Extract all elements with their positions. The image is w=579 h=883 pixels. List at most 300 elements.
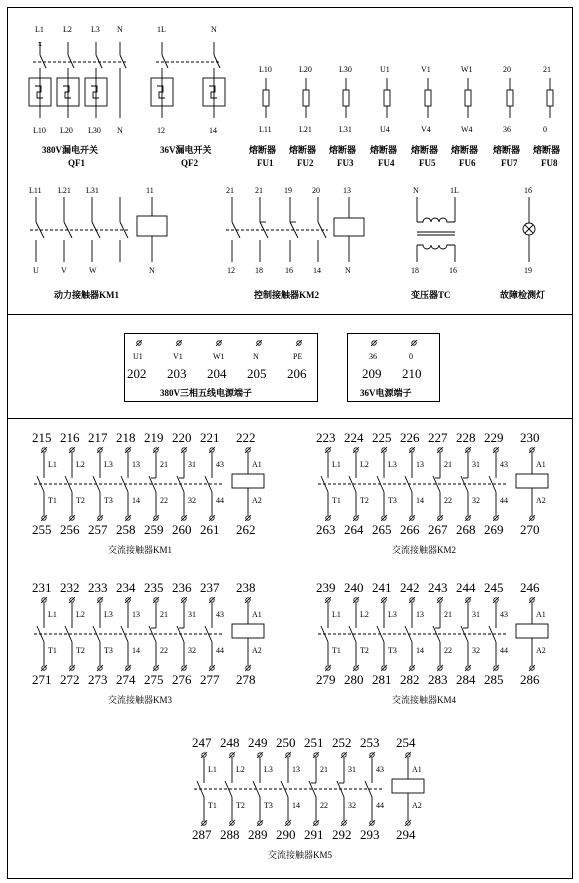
fuse-label: 熔断器 (533, 145, 561, 155)
terminal-number-bottom: 261 (200, 522, 220, 537)
terminal-screw-icon (181, 597, 187, 603)
terminal-number-top: 215 (32, 430, 52, 445)
terminal-number-top: 242 (400, 580, 420, 595)
terminal-screw-icon (529, 597, 535, 603)
contact-label-bottom: 14 (416, 496, 424, 505)
terminal-screw-icon (313, 820, 319, 826)
coil-label-bottom: A2 (536, 496, 546, 505)
terminal-number-bottom: 283 (428, 672, 448, 687)
terminal-block-36v-label: 36V电源端子 (360, 388, 412, 398)
terminal-number-top: 233 (88, 580, 108, 595)
terminal-number-bottom: 265 (372, 522, 392, 537)
qf2-bot-1: 12 (157, 126, 165, 135)
terminal-number-top: 237 (200, 580, 220, 595)
terminal-number-bottom: 274 (116, 672, 136, 687)
terminal-screw-icon (353, 447, 359, 453)
terminal-number-bottom: 288 (220, 827, 240, 842)
contact-label-top: 43 (216, 610, 224, 619)
terminal-number-bottom: 268 (456, 522, 476, 537)
km2-top-2: 21 (255, 186, 263, 195)
terminal-number-bottom: 292 (332, 827, 352, 842)
terminal-block-380v-contents (127, 340, 307, 381)
coil-label-bottom: A2 (536, 646, 546, 655)
terminal-screw-icon (97, 597, 103, 603)
terminal-number-bottom: 275 (144, 672, 164, 687)
fuse-id: FU1 (257, 158, 274, 168)
ac-contactor-km5 (192, 735, 424, 860)
fuse-label: 熔断器 (249, 145, 277, 155)
terminal-number-bottom: 293 (360, 827, 380, 842)
coil (392, 779, 424, 793)
terminal-screw-icon (353, 597, 359, 603)
terminal-screw-icon (209, 597, 215, 603)
terminal-screw-icon (201, 820, 207, 826)
contact-label-top: L1 (208, 765, 217, 774)
contact-label-top: L1 (48, 460, 57, 469)
contact-label-bottom: T3 (388, 496, 397, 505)
terminal-screw-icon (465, 515, 471, 521)
terminal-number-top: 222 (236, 430, 256, 445)
contact-label-top: L3 (104, 610, 113, 619)
contact-label-top: 31 (348, 765, 356, 774)
fuse-bottom-label: 36 (503, 125, 511, 134)
contact-label-bottom: 44 (376, 801, 384, 810)
fuse-fu4 (369, 65, 397, 168)
terminal-number-bottom: 260 (172, 522, 192, 537)
coil-label-top: A1 (536, 610, 546, 619)
terminal-screw-icon (125, 665, 131, 671)
terminal-number-top: 254 (396, 735, 416, 750)
svg-text:x: x (38, 39, 42, 48)
contact-label-top: L3 (388, 460, 397, 469)
terminal-screw-icon (97, 515, 103, 521)
terminal-screw-icon (41, 447, 47, 453)
km1-top-4: 11 (146, 186, 154, 195)
terminal-number-top: 241 (372, 580, 392, 595)
terminal-screw-icon (41, 597, 47, 603)
terminal-label: 36 (369, 352, 377, 361)
terminal-block-36v-contents (362, 340, 422, 381)
terminal-screw-icon (437, 665, 443, 671)
terminal-screw-icon (69, 597, 75, 603)
contactor-label: 交流接触器KM2 (392, 545, 457, 555)
contact-label-bottom: 22 (320, 801, 328, 810)
terminal-screw-icon (229, 752, 235, 758)
terminal-screw-icon (369, 820, 375, 826)
terminal-screw-icon (381, 597, 387, 603)
ac-contactor-km3 (32, 580, 264, 705)
fuse-group (248, 65, 560, 168)
terminal-number-bottom: 278 (236, 672, 256, 687)
terminal-screw-icon (136, 340, 142, 346)
coil-label-bottom: A2 (412, 801, 422, 810)
terminal-number-bottom: 282 (400, 672, 420, 687)
terminal-number-bottom: 267 (428, 522, 448, 537)
contact-label-bottom: 14 (416, 646, 424, 655)
contact-label-bottom: T1 (332, 646, 341, 655)
contact-label-top: 43 (500, 460, 508, 469)
terminal-number-bottom: 258 (116, 522, 136, 537)
terminal-screw-icon (209, 665, 215, 671)
terminal-number-bottom: 294 (396, 827, 416, 842)
contact-label-top: L2 (360, 460, 369, 469)
contact-label-top: 43 (376, 765, 384, 774)
contact-label-bottom: 22 (160, 496, 168, 505)
terminal-screw-icon (41, 515, 47, 521)
terminal-number-top: 219 (144, 430, 164, 445)
fuse-id: FU4 (378, 158, 395, 168)
coil (232, 624, 264, 638)
ac-contactor-km2 (316, 430, 548, 555)
terminal-number-top: 231 (32, 580, 52, 595)
terminal-number: 205 (247, 366, 267, 381)
km2-top-4: 20 (312, 186, 320, 195)
terminal-number-top: 234 (116, 580, 136, 595)
contact-label-bottom: 22 (444, 646, 452, 655)
fuse-bottom-label: L11 (259, 125, 272, 134)
terminal-number: 206 (287, 366, 307, 381)
contact-label-top: 13 (292, 765, 300, 774)
qf1-labels (33, 25, 123, 168)
km1-bot-4: N (149, 266, 155, 275)
terminal-screw-icon (353, 515, 359, 521)
qf2-labels (157, 25, 217, 168)
km1-bot-3: W (89, 266, 97, 275)
terminal-number-bottom: 286 (520, 672, 540, 687)
terminal-number-bottom: 264 (344, 522, 364, 537)
terminal-number-top: 225 (372, 430, 392, 445)
qf1-top-1: L1 (35, 25, 44, 34)
qf1-id: QF1 (68, 158, 85, 168)
terminal-number: 204 (207, 366, 227, 381)
terminal-number-bottom: 279 (316, 672, 336, 687)
km1-top-1: L11 (29, 186, 42, 195)
terminal-screw-icon (153, 447, 159, 453)
coil-label-top: A1 (252, 460, 262, 469)
terminal-screw-icon (181, 515, 187, 521)
qf1-top-4: N (117, 25, 123, 34)
terminal-number-top: 244 (456, 580, 476, 595)
terminal-screw-icon (245, 515, 251, 521)
terminal-number-top: 218 (116, 430, 136, 445)
lamp-top: 16 (524, 186, 532, 195)
terminal-number-top: 236 (172, 580, 192, 595)
fuse-id: FU8 (541, 158, 558, 168)
terminal-label: W1 (213, 352, 225, 361)
terminal-number-bottom: 255 (32, 522, 52, 537)
terminal-number-top: 221 (200, 430, 220, 445)
fuse-label: 熔断器 (289, 145, 317, 155)
contact-label-bottom: 14 (292, 801, 300, 810)
contact-label-top: 13 (132, 610, 140, 619)
terminal-screw-icon (176, 340, 182, 346)
contactor-label: 交流接触器KM5 (268, 850, 333, 860)
tc-labels (411, 186, 459, 300)
km2-label: 控制接触器KM2 (254, 290, 319, 300)
fuse-top-label: U1 (380, 65, 390, 74)
contact-label-bottom: 32 (348, 801, 356, 810)
terminal-number-bottom: 266 (400, 522, 420, 537)
lamp-bottom: 19 (524, 266, 532, 275)
coil-label-bottom: A2 (252, 646, 262, 655)
contact-label-top: L2 (76, 460, 85, 469)
coil-label-top: A1 (252, 610, 262, 619)
km1-bot-1: U (33, 266, 39, 275)
coil (516, 624, 548, 638)
contact-label-bottom: 22 (444, 496, 452, 505)
contact-label-bottom: 44 (216, 496, 224, 505)
terminal-screw-icon (69, 665, 75, 671)
terminal-number-top: 217 (88, 430, 108, 445)
km2-top-5: 13 (343, 186, 351, 195)
contact-label-bottom: T2 (76, 496, 85, 505)
terminal-screw-icon (493, 447, 499, 453)
terminal-screw-icon (437, 597, 443, 603)
contact-label-bottom: T2 (360, 646, 369, 655)
terminal-number-top: 220 (172, 430, 192, 445)
contactor-label: 交流接触器KM4 (392, 695, 457, 705)
terminal-screw-icon (409, 515, 415, 521)
terminal-screw-icon (313, 752, 319, 758)
terminal-screw-icon (209, 515, 215, 521)
contact-label-bottom: 14 (132, 496, 140, 505)
terminal-screw-icon (405, 820, 411, 826)
contact-label-bottom: T1 (332, 496, 341, 505)
contact-label-bottom: 32 (188, 646, 196, 655)
terminal-screw-icon (229, 820, 235, 826)
fuse-label: 熔断器 (493, 145, 521, 155)
coil (232, 474, 264, 488)
terminal-screw-icon (245, 665, 251, 671)
km1-power-contactor (30, 197, 167, 262)
fuse-fu2 (288, 65, 316, 168)
terminal-number-top: 243 (428, 580, 448, 595)
contact-label-bottom: 14 (132, 646, 140, 655)
fuse-top-label: L10 (259, 65, 272, 74)
terminal-number-top: 240 (344, 580, 364, 595)
terminal-number-bottom: 262 (236, 522, 256, 537)
terminal-screw-icon (381, 515, 387, 521)
contact-label-top: 21 (444, 460, 452, 469)
terminal-number-top: 238 (236, 580, 256, 595)
terminal-number-top: 245 (484, 580, 504, 595)
fuse-top-label: 21 (543, 65, 551, 74)
contactor-label: 交流接触器KM3 (108, 695, 173, 705)
qf2-label: 36V漏电开关 (160, 145, 212, 155)
contact-label-bottom: T2 (236, 801, 245, 810)
terminal-number-top: 248 (220, 735, 240, 750)
terminal-label: 0 (409, 352, 413, 361)
contact-label-bottom: T3 (104, 496, 113, 505)
terminal-screw-icon (437, 447, 443, 453)
terminal-number-top: 250 (276, 735, 296, 750)
contact-label-bottom: T3 (104, 646, 113, 655)
contact-label-bottom: T1 (48, 646, 57, 655)
terminal-number: 202 (127, 366, 147, 381)
terminal-screw-icon (341, 820, 347, 826)
terminal-screw-icon (69, 515, 75, 521)
fuse-bottom-label: 0 (543, 125, 547, 134)
terminal-screw-icon (409, 447, 415, 453)
terminal-number-bottom: 287 (192, 827, 212, 842)
contact-label-top: 31 (472, 610, 480, 619)
coil-label-top: A1 (536, 460, 546, 469)
terminal-number-top: 228 (456, 430, 476, 445)
terminal-number-top: 230 (520, 430, 540, 445)
fuse-fu8 (532, 65, 560, 168)
qf1-top-2: L2 (63, 25, 72, 34)
contact-label-top: L3 (388, 610, 397, 619)
contact-label-bottom: T3 (264, 801, 273, 810)
terminal-number-bottom: 285 (484, 672, 504, 687)
terminal-number: 210 (402, 366, 422, 381)
contact-label-top: 31 (188, 460, 196, 469)
contact-label-top: 13 (416, 610, 424, 619)
terminal-number-top: 239 (316, 580, 336, 595)
contact-label-top: L1 (48, 610, 57, 619)
km1-bot-2: V (61, 266, 67, 275)
km1-top-3: L31 (86, 186, 99, 195)
lamp-label: 故障检测灯 (500, 290, 546, 300)
terminal-screw-icon (181, 665, 187, 671)
contact-label-top: 21 (160, 610, 168, 619)
contact-label-bottom: 44 (216, 646, 224, 655)
terminal-number-bottom: 280 (344, 672, 364, 687)
terminal-number-top: 235 (144, 580, 164, 595)
contact-label-top: 43 (216, 460, 224, 469)
terminal-screw-icon (411, 340, 417, 346)
transformer-tc (417, 197, 455, 262)
terminal-number-top: 227 (428, 430, 448, 445)
terminal-screw-icon (325, 597, 331, 603)
qf2-id: QF2 (181, 158, 198, 168)
contact-label-top: L3 (264, 765, 273, 774)
fuse-top-label: V1 (421, 65, 431, 74)
contactor-label: 交流接触器KM1 (108, 545, 173, 555)
contact-label-top: 21 (160, 460, 168, 469)
fuse-top-label: L30 (339, 65, 352, 74)
fuse-id: FU5 (419, 158, 436, 168)
terminal-screw-icon (285, 752, 291, 758)
terminal-number-top: 224 (344, 430, 364, 445)
terminal-number: 203 (167, 366, 187, 381)
terminal-screw-icon (405, 752, 411, 758)
contact-label-bottom: T2 (360, 496, 369, 505)
terminal-screw-icon (529, 665, 535, 671)
fuse-bottom-label: U4 (380, 125, 390, 134)
terminal-screw-icon (41, 665, 47, 671)
terminal-label: U1 (133, 352, 143, 361)
terminal-screw-icon (245, 447, 251, 453)
contact-label-top: L2 (360, 610, 369, 619)
km2-control-contactor (226, 197, 364, 262)
fuse-label: 熔断器 (329, 145, 357, 155)
terminal-screw-icon (153, 515, 159, 521)
qf1-breaker (29, 39, 127, 118)
terminal-number-bottom: 256 (60, 522, 80, 537)
terminal-screw-icon (325, 515, 331, 521)
terminal-screw-icon (209, 447, 215, 453)
terminal-screw-icon (181, 447, 187, 453)
terminal-block-380v-label: 380V三相五线电源端子 (160, 388, 252, 398)
terminal-screw-icon (409, 597, 415, 603)
contact-label-bottom: 44 (500, 496, 508, 505)
terminal-screw-icon (201, 752, 207, 758)
km1-label: 动力接触器KM1 (54, 290, 119, 300)
qf1-bot-1: L10 (33, 126, 46, 135)
terminal-number-bottom: 259 (144, 522, 164, 537)
terminal-label: PE (293, 352, 303, 361)
coil (516, 474, 548, 488)
contact-label-top: 31 (188, 610, 196, 619)
terminal-screw-icon (125, 597, 131, 603)
terminal-number-top: 253 (360, 735, 380, 750)
km2-top-3: 19 (284, 186, 292, 195)
km2-bot-1: 12 (227, 266, 235, 275)
terminal-label: N (253, 352, 259, 361)
contact-label-top: 13 (416, 460, 424, 469)
terminal-number-top: 246 (520, 580, 540, 595)
terminal-screw-icon (341, 752, 347, 758)
terminal-number-bottom: 290 (276, 827, 296, 842)
fuse-id: FU6 (459, 158, 476, 168)
qf2-top-1: 1L (157, 25, 166, 34)
terminal-number: 209 (362, 366, 382, 381)
terminal-number-bottom: 281 (372, 672, 392, 687)
terminal-screw-icon (353, 665, 359, 671)
terminal-screw-icon (369, 752, 375, 758)
fuse-label: 熔断器 (451, 145, 479, 155)
contact-label-bottom: 32 (472, 646, 480, 655)
tc-top-2: 1L (450, 186, 459, 195)
qf1-top-3: L3 (91, 25, 100, 34)
terminal-number-top: 223 (316, 430, 336, 445)
terminal-screw-icon (69, 447, 75, 453)
terminal-screw-icon (409, 665, 415, 671)
terminal-number-bottom: 272 (60, 672, 80, 687)
contact-label-top: L1 (332, 610, 341, 619)
contact-label-top: 21 (320, 765, 328, 774)
qf1-bot-2: L20 (60, 126, 73, 135)
terminal-screw-icon (493, 665, 499, 671)
coil-label-bottom: A2 (252, 496, 262, 505)
terminal-screw-icon (493, 597, 499, 603)
km2-bot-4: 14 (313, 266, 321, 275)
terminal-screw-icon (493, 515, 499, 521)
contact-label-top: L2 (76, 610, 85, 619)
fuse-fu5 (410, 65, 438, 168)
fuse-top-label: 20 (503, 65, 511, 74)
terminal-number-bottom: 291 (304, 827, 324, 842)
km1-top-2: L21 (58, 186, 71, 195)
terminal-number-top: 249 (248, 735, 268, 750)
fault-lamp (523, 197, 535, 262)
km2-bot-2: 18 (255, 266, 263, 275)
terminal-screw-icon (125, 515, 131, 521)
contact-label-bottom: 32 (188, 496, 196, 505)
terminal-screw-icon (257, 820, 263, 826)
terminal-number-bottom: 257 (88, 522, 108, 537)
qf1-label: 380V漏电开关 (42, 145, 98, 155)
terminal-number-bottom: 277 (200, 672, 220, 687)
terminal-number-bottom: 271 (32, 672, 52, 687)
terminal-screw-icon (97, 665, 103, 671)
km2-bot-5: N (345, 266, 351, 275)
terminal-screw-icon (465, 447, 471, 453)
terminal-screw-icon (371, 340, 377, 346)
terminal-number-top: 226 (400, 430, 420, 445)
coil-label-top: A1 (412, 765, 422, 774)
